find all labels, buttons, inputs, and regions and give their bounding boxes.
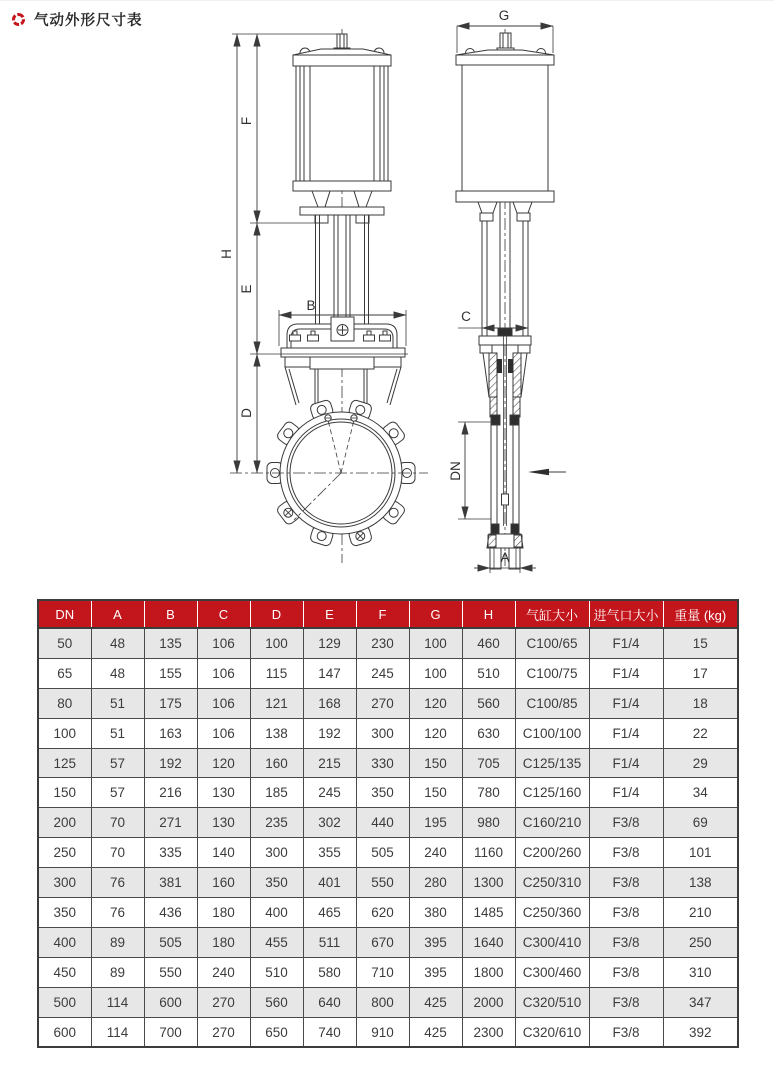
table-cell: 780 — [462, 778, 515, 808]
table-cell: 140 — [197, 838, 250, 868]
column-header: F — [356, 600, 409, 628]
table-cell: F3/8 — [589, 987, 663, 1017]
table-cell: 460 — [462, 628, 515, 658]
table-cell: 381 — [144, 868, 197, 898]
dim-label-h: H — [219, 249, 234, 259]
table-cell: 138 — [250, 718, 303, 748]
table-cell: 65 — [38, 658, 91, 688]
table-cell: 250 — [38, 838, 91, 868]
table-cell: F3/8 — [589, 868, 663, 898]
table-cell: 395 — [409, 957, 462, 987]
column-header: G — [409, 600, 462, 628]
table-cell: 114 — [91, 1017, 144, 1047]
table-cell: 670 — [356, 927, 409, 957]
table-cell: F1/4 — [589, 718, 663, 748]
table-cell: 100 — [250, 628, 303, 658]
table-cell: F3/8 — [589, 838, 663, 868]
table-cell: 505 — [144, 927, 197, 957]
table-cell: C300/460 — [515, 957, 589, 987]
table-cell: 350 — [250, 868, 303, 898]
table-cell: 192 — [303, 718, 356, 748]
table-cell: 300 — [38, 868, 91, 898]
table-cell: C100/65 — [515, 628, 589, 658]
dimension-spec-table — [37, 599, 739, 1048]
table-cell: 1485 — [462, 898, 515, 928]
table-cell: 401 — [303, 868, 356, 898]
table-cell: 347 — [663, 987, 738, 1017]
table-cell: F3/8 — [589, 808, 663, 838]
table-cell: C320/610 — [515, 1017, 589, 1047]
table-cell: 1160 — [462, 838, 515, 868]
table-row — [38, 987, 738, 1017]
table-cell: 215 — [303, 748, 356, 778]
table-cell: 380 — [409, 898, 462, 928]
table-cell: F1/4 — [589, 748, 663, 778]
table-row — [38, 718, 738, 748]
table-cell: 505 — [356, 838, 409, 868]
table-row — [38, 778, 738, 808]
table-cell: 240 — [197, 957, 250, 987]
table-cell: 51 — [91, 688, 144, 718]
dim-label-c: C — [461, 309, 471, 324]
table-cell: 425 — [409, 1017, 462, 1047]
table-cell: 70 — [91, 808, 144, 838]
table-cell: 89 — [91, 927, 144, 957]
table-cell: 270 — [356, 688, 409, 718]
table-cell: 168 — [303, 688, 356, 718]
table-cell: 70 — [91, 838, 144, 868]
table-cell: 180 — [197, 898, 250, 928]
table-cell: C160/210 — [515, 808, 589, 838]
dim-label-e: E — [239, 284, 254, 294]
table-cell: 138 — [663, 868, 738, 898]
table-cell: 400 — [250, 898, 303, 928]
table-cell: C100/75 — [515, 658, 589, 688]
table-cell: 700 — [144, 1017, 197, 1047]
table-cell: 15 — [663, 628, 738, 658]
table-row — [38, 688, 738, 718]
table-cell: 185 — [250, 778, 303, 808]
table-cell: 121 — [250, 688, 303, 718]
table-cell: 550 — [356, 868, 409, 898]
table-cell: 330 — [356, 748, 409, 778]
table-cell: 114 — [91, 987, 144, 1017]
table-row — [38, 658, 738, 688]
table-cell: 18 — [663, 688, 738, 718]
column-header: H — [462, 600, 515, 628]
table-row — [38, 868, 738, 898]
table-cell: 51 — [91, 718, 144, 748]
table-cell: F1/4 — [589, 778, 663, 808]
table-cell: 600 — [38, 1017, 91, 1047]
column-header: DN — [38, 600, 91, 628]
table-row — [38, 628, 738, 658]
table-cell: F3/8 — [589, 957, 663, 987]
table-cell: 101 — [663, 838, 738, 868]
table-cell: F3/8 — [589, 898, 663, 928]
table-cell: F3/8 — [589, 1017, 663, 1047]
table-cell: 150 — [38, 778, 91, 808]
table-cell: 2300 — [462, 1017, 515, 1047]
table-cell: 500 — [38, 987, 91, 1017]
table-cell: 300 — [250, 838, 303, 868]
table-cell: 560 — [462, 688, 515, 718]
column-header: C — [197, 600, 250, 628]
table-cell: 395 — [409, 927, 462, 957]
column-header: A — [91, 600, 144, 628]
table-cell: 302 — [303, 808, 356, 838]
table-cell: 271 — [144, 808, 197, 838]
table-body — [38, 628, 738, 1047]
table-cell: 57 — [91, 778, 144, 808]
table-cell: C320/510 — [515, 987, 589, 1017]
column-header: D — [250, 600, 303, 628]
table-cell: 50 — [38, 628, 91, 658]
table-cell: 29 — [663, 748, 738, 778]
table-cell: 436 — [144, 898, 197, 928]
table-cell: 400 — [38, 927, 91, 957]
table-cell: 100 — [38, 718, 91, 748]
table-cell: 200 — [38, 808, 91, 838]
table-cell: 640 — [303, 987, 356, 1017]
table-head — [38, 600, 738, 628]
table-cell: 510 — [462, 658, 515, 688]
table-cell: C300/410 — [515, 927, 589, 957]
table-cell: C250/360 — [515, 898, 589, 928]
table-cell: 740 — [303, 1017, 356, 1047]
table-cell: 48 — [91, 658, 144, 688]
table-cell: 980 — [462, 808, 515, 838]
table-cell: C125/160 — [515, 778, 589, 808]
table-cell: 550 — [144, 957, 197, 987]
table-cell: 89 — [91, 957, 144, 987]
table-cell: 17 — [663, 658, 738, 688]
table-cell: 163 — [144, 718, 197, 748]
table-cell: 350 — [356, 778, 409, 808]
table-cell: 115 — [250, 658, 303, 688]
table-cell: 270 — [197, 1017, 250, 1047]
table-cell: 1640 — [462, 927, 515, 957]
table-cell: 120 — [197, 748, 250, 778]
table-cell: 710 — [356, 957, 409, 987]
front-view — [230, 29, 428, 563]
table-row — [38, 838, 738, 868]
table-cell: 100 — [409, 628, 462, 658]
dim-label-d: D — [239, 408, 254, 418]
table-cell: 2000 — [462, 987, 515, 1017]
table-cell: 235 — [250, 808, 303, 838]
table-cell: 450 — [38, 957, 91, 987]
dim-label-g: G — [498, 8, 510, 23]
table-cell: 355 — [303, 838, 356, 868]
table-cell: 192 — [144, 748, 197, 778]
table-cell: 106 — [197, 688, 250, 718]
table-row — [38, 898, 738, 928]
table-cell: 630 — [462, 718, 515, 748]
column-header: 气缸大小 — [515, 600, 589, 628]
table-cell: 705 — [462, 748, 515, 778]
table-cell: C125/135 — [515, 748, 589, 778]
table-cell: 270 — [197, 987, 250, 1017]
table-cell: 34 — [663, 778, 738, 808]
table-header-row — [38, 600, 738, 628]
table-row — [38, 1017, 738, 1047]
table-cell: 300 — [356, 718, 409, 748]
table-cell: 130 — [197, 778, 250, 808]
table-cell: 510 — [250, 957, 303, 987]
dim-label-a: A — [500, 550, 510, 565]
table-cell: 195 — [409, 808, 462, 838]
table-cell: 129 — [303, 628, 356, 658]
table-cell: 150 — [409, 778, 462, 808]
table-cell: C200/260 — [515, 838, 589, 868]
table-cell: 120 — [409, 718, 462, 748]
table-cell: 150 — [409, 748, 462, 778]
table-cell: 600 — [144, 987, 197, 1017]
table-cell: 210 — [663, 898, 738, 928]
table-cell: 650 — [250, 1017, 303, 1047]
table-cell: 910 — [356, 1017, 409, 1047]
table-cell: 100 — [409, 658, 462, 688]
table-cell: 22 — [663, 718, 738, 748]
table-cell: 455 — [250, 927, 303, 957]
column-header: 重量 (kg) — [663, 600, 738, 628]
table-cell: 147 — [303, 658, 356, 688]
table-cell: F3/8 — [589, 927, 663, 957]
table-cell: 230 — [356, 628, 409, 658]
column-header: E — [303, 600, 356, 628]
table-cell: 1800 — [462, 957, 515, 987]
table-cell: 440 — [356, 808, 409, 838]
table-cell: 560 — [250, 987, 303, 1017]
table-cell: 335 — [144, 838, 197, 868]
table-cell: 280 — [409, 868, 462, 898]
table-cell: 425 — [409, 987, 462, 1017]
table-cell: 57 — [91, 748, 144, 778]
table-cell: 135 — [144, 628, 197, 658]
table-row — [38, 748, 738, 778]
table-cell: 310 — [663, 957, 738, 987]
table-cell: 240 — [409, 838, 462, 868]
table-cell: C100/85 — [515, 688, 589, 718]
table-cell: 216 — [144, 778, 197, 808]
page-title: 气动外形尺寸表 — [34, 13, 143, 29]
table-cell: F1/4 — [589, 688, 663, 718]
table-cell: C100/100 — [515, 718, 589, 748]
table-cell: 120 — [409, 688, 462, 718]
table-cell: 69 — [663, 808, 738, 838]
dim-label-dn: DN — [448, 461, 463, 481]
table-cell: 245 — [303, 778, 356, 808]
table-cell: 1300 — [462, 868, 515, 898]
table-cell: 392 — [663, 1017, 738, 1047]
table-cell: 250 — [663, 927, 738, 957]
table-cell: 48 — [91, 628, 144, 658]
column-header: 进气口大小 — [589, 600, 663, 628]
table-cell: 465 — [303, 898, 356, 928]
table-cell: 155 — [144, 658, 197, 688]
dim-label-b: B — [306, 298, 316, 313]
table-cell: 106 — [197, 628, 250, 658]
valve-drawing — [0, 1, 774, 593]
table-cell: 160 — [197, 868, 250, 898]
table-cell: 160 — [250, 748, 303, 778]
column-header: B — [144, 600, 197, 628]
table-cell: F1/4 — [589, 658, 663, 688]
table-cell: 125 — [38, 748, 91, 778]
table-row — [38, 808, 738, 838]
table-cell: 180 — [197, 927, 250, 957]
table-cell: 800 — [356, 987, 409, 1017]
table-cell: 76 — [91, 898, 144, 928]
dim-label-f: F — [239, 116, 254, 126]
side-view — [456, 29, 566, 569]
table-cell: 620 — [356, 898, 409, 928]
table-cell: 350 — [38, 898, 91, 928]
table-cell: 511 — [303, 927, 356, 957]
table-cell: 106 — [197, 718, 250, 748]
table-cell: 175 — [144, 688, 197, 718]
table-row — [38, 927, 738, 957]
table-cell: 245 — [356, 658, 409, 688]
table-cell: 80 — [38, 688, 91, 718]
table-cell: 106 — [197, 658, 250, 688]
table-cell: C250/310 — [515, 868, 589, 898]
table-cell: 580 — [303, 957, 356, 987]
table-cell: F1/4 — [589, 628, 663, 658]
table-cell: 130 — [197, 808, 250, 838]
table-cell: 76 — [91, 868, 144, 898]
table-row — [38, 957, 738, 987]
